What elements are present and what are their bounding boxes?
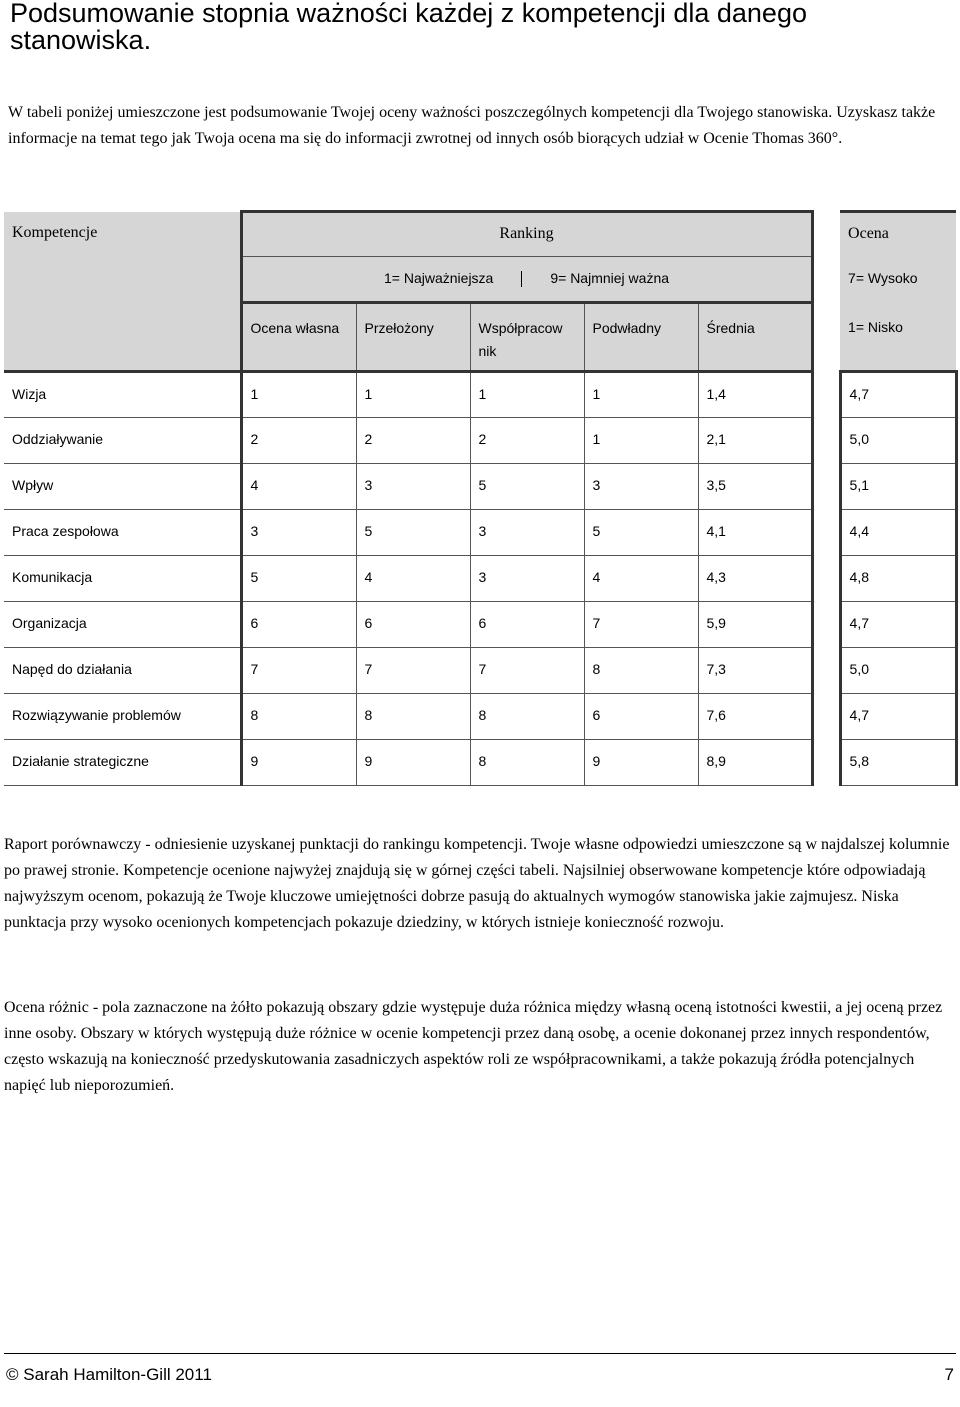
ranking-scale-left: 1= Najważniejsza	[384, 270, 494, 286]
scale-separator	[521, 271, 522, 287]
cell-avg: 7,3	[698, 648, 812, 694]
cell-score: 4,8	[840, 556, 956, 602]
cell-peer: 1	[470, 372, 584, 418]
cell-name: Praca zespołowa	[4, 510, 241, 556]
cell-peer: 3	[470, 510, 584, 556]
cell-name: Napęd do działania	[4, 648, 241, 694]
cell-score: 5,8	[840, 740, 956, 786]
table-row	[4, 648, 956, 694]
cell-peer: 6	[470, 602, 584, 648]
cell-boss: 4	[356, 556, 470, 602]
cell-avg: 1,4	[698, 372, 812, 418]
table-row	[4, 740, 956, 786]
cell-peer: 5	[470, 464, 584, 510]
cell-name: Wpływ	[4, 464, 241, 510]
footer-divider	[4, 1353, 956, 1354]
page-title: Podsumowanie stopnia ważności każdej z kompetencji dla danego stanowiska.	[10, 0, 807, 55]
cell-own: 6	[241, 602, 356, 648]
intro-paragraph: W tabeli poniżej umieszczone jest podsumowanie Twojej oceny ważności poszczególnych kompetencji dla Twojego stanowiska. Uzyskasz także informacje na temat tego jak Twoja ocena ma się do informacji zwrotnej od innych osób biorących udział w Ocenie Thomas 360°.	[8, 104, 936, 147]
cell-avg: 4,1	[698, 510, 812, 556]
cell-score: 4,4	[840, 510, 956, 556]
cell-score: 4,7	[840, 602, 956, 648]
cell-sub: 3	[584, 464, 698, 510]
cell-own: 7	[241, 648, 356, 694]
header-ranking-scale	[241, 257, 812, 303]
table-body	[4, 372, 956, 786]
cell-own: 2	[241, 418, 356, 464]
table-row	[4, 556, 956, 602]
cell-sub: 1	[584, 418, 698, 464]
header-row-2	[4, 257, 956, 303]
cell-sub: 6	[584, 694, 698, 740]
cell-boss: 6	[356, 602, 470, 648]
page-number: 7	[944, 1365, 954, 1384]
cell-own: 8	[241, 694, 356, 740]
header-kompetencje: Kompetencje	[4, 212, 241, 257]
header-empty	[4, 257, 241, 303]
col-header-peer: Współpracow nik	[470, 303, 584, 372]
cell-avg: 7,6	[698, 694, 812, 740]
table-row	[4, 464, 956, 510]
cell-own: 4	[241, 464, 356, 510]
cell-peer: 2	[470, 418, 584, 464]
table-row	[4, 510, 956, 556]
cell-score: 5,0	[840, 418, 956, 464]
cell-name: Komunikacja	[4, 556, 241, 602]
col-header-own: Ocena własna	[241, 303, 356, 372]
header-ranking	[241, 212, 812, 257]
cell-boss: 5	[356, 510, 470, 556]
cell-avg: 2,1	[698, 418, 812, 464]
cell-sub: 1	[584, 372, 698, 418]
header-ocena: Ocena	[840, 212, 956, 257]
header-empty-2	[4, 303, 241, 372]
table-row	[4, 602, 956, 648]
cell-boss: 7	[356, 648, 470, 694]
cell-score: 5,1	[840, 464, 956, 510]
cell-score: 4,7	[840, 694, 956, 740]
cell-sub: 7	[584, 602, 698, 648]
cell-own: 1	[241, 372, 356, 418]
header-ranking-label: Ranking	[499, 225, 554, 242]
difference-paragraph: Ocena różnic - pola zaznaczone na żółto pokazują obszary gdzie występuje duża różnica między własną oceną istotności kwestii, a jej oceną przez inne osoby. Obszary w których występują duże różnice w ocenie kompetencji przez daną osobę, a ocenie dokonanej przez innych respondentów, często wskazują na konieczność przedyskutowania zasadniczych aspektów roli ze współpracownikami, a także pokazują źródła potencjalnych napięć lub nieporozumień.	[4, 999, 943, 1094]
col-header-avg: Średnia	[698, 303, 812, 372]
cell-boss: 9	[356, 740, 470, 786]
cell-name: Wizja	[4, 372, 241, 418]
competency-table-wrapper	[4, 210, 956, 790]
cell-peer: 8	[470, 740, 584, 786]
header-gap	[812, 212, 840, 257]
cell-peer: 8	[470, 694, 584, 740]
cell-sub: 4	[584, 556, 698, 602]
cell-name: Oddziaływanie	[4, 418, 241, 464]
cell-avg: 4,3	[698, 556, 812, 602]
cell-own: 5	[241, 556, 356, 602]
cell-sub: 5	[584, 510, 698, 556]
cell-sub: 8	[584, 648, 698, 694]
cell-avg: 3,5	[698, 464, 812, 510]
cell-peer: 3	[470, 556, 584, 602]
cell-sub: 9	[584, 740, 698, 786]
col-header-boss: Przełożony	[356, 303, 470, 372]
ocena-high-label: 7= Wysoko	[840, 257, 956, 303]
table-row	[4, 694, 956, 740]
ocena-low-label: 1= Nisko	[840, 303, 956, 372]
comparison-paragraph: Raport porównawczy - odniesienie uzyskanej punktacji do rankingu kompetencji. Twoje własne odpowiedzi umieszczone są w najdalszej kolumnie po prawej stronie. Kompetencje ocenione najwyżej znajdują się w górnej części tabeli. Najsilniej obserwowane kompetencje które odpowiadają najwyższym ocenom, pokazują że Twoje kluczowe umiejętności dobrze pasują do aktualnych wymogów stanowiska jakie zajmujesz. Niska punktacja przy wysoko ocenionych kompetencjach pokazuje dziedziny, w których istnieje konieczność rozwoju.	[4, 836, 950, 931]
cell-own: 3	[241, 510, 356, 556]
footer-copyright: © Sarah Hamilton-Gill 2011	[6, 1365, 212, 1384]
col-header-sub: Podwładny	[584, 303, 698, 372]
cell-boss: 1	[356, 372, 470, 418]
cell-peer: 7	[470, 648, 584, 694]
cell-name: Organizacja	[4, 602, 241, 648]
cell-own: 9	[241, 740, 356, 786]
cell-boss: 2	[356, 418, 470, 464]
cell-avg: 8,9	[698, 740, 812, 786]
cell-score: 4,7	[840, 372, 956, 418]
table-row	[4, 418, 956, 464]
table-row	[4, 372, 956, 418]
cell-avg: 5,9	[698, 602, 812, 648]
cell-name: Działanie strategiczne	[4, 740, 241, 786]
cell-boss: 8	[356, 694, 470, 740]
cell-score: 5,0	[840, 648, 956, 694]
header-row-3	[4, 303, 956, 372]
header-row-1	[4, 212, 956, 257]
cell-name: Rozwiązywanie problemów	[4, 694, 241, 740]
cell-boss: 3	[356, 464, 470, 510]
ranking-scale-right: 9= Najmniej ważna	[550, 270, 670, 286]
competency-table	[4, 210, 958, 786]
